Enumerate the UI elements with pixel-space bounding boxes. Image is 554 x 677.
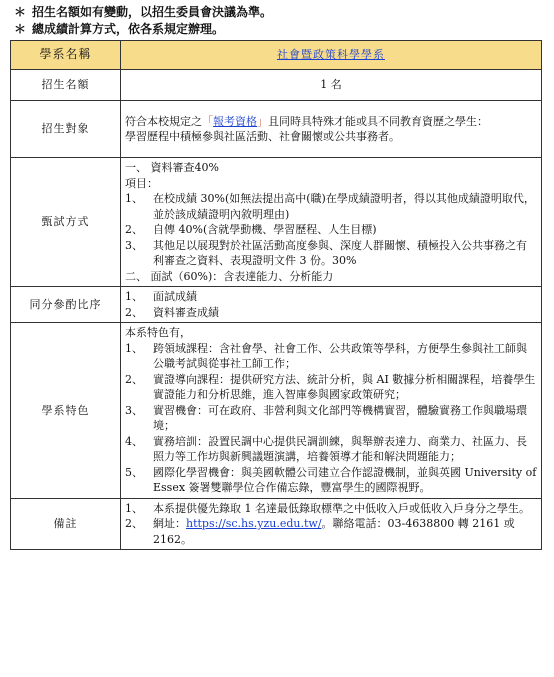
item-text: 其他足以展現對於社區活動高度參與、深度人群關懷、積極投入公共事務之有利審查之資料、表現證明文件 3 份。30%: [153, 238, 527, 267]
asterisk-icon: ＊: [14, 22, 27, 36]
target-pre: 符合本校規定之: [125, 114, 202, 128]
item-number: 1、: [125, 501, 143, 515]
target-post: 且同時具特殊才能或具不同教育資歷之學生：: [268, 114, 488, 128]
target-line2: 學習歷程中積極參與社區活動、社會關懷或公共事務者。: [125, 130, 400, 143]
list-item: [125, 516, 537, 547]
row-features: [11, 323, 542, 499]
item-number: 5、: [125, 465, 143, 479]
label-department: 學系名稱: [11, 41, 121, 70]
item-number: 2、: [125, 223, 143, 236]
list-item: [125, 434, 537, 465]
item-number: 4、: [125, 434, 143, 448]
item-number: 3、: [125, 403, 143, 417]
eligibility-link[interactable]: 報考資格: [213, 114, 257, 128]
item-number: 1、: [125, 290, 143, 303]
list-item: [125, 465, 537, 496]
asterisk-icon: ＊: [14, 5, 27, 19]
bracket-open: 「: [202, 114, 213, 128]
contact-phone: 。聯絡電話：03-4638800 轉 2161 或 2162。: [153, 517, 515, 546]
target-content: [121, 101, 542, 158]
admission-table: [10, 40, 542, 550]
list-item: [125, 341, 537, 372]
row-target: [11, 101, 542, 158]
item-number: 2、: [125, 305, 143, 319]
label-tiebreak: 同分參酌比序: [11, 287, 121, 323]
label-target: 招生對象: [11, 101, 121, 158]
row-exam: [11, 158, 542, 287]
note-quota-change: [14, 4, 544, 21]
item-text: 實務培訓：設置民調中心提供民調訓練，與舉辦表達力、商業力、社區力、長照力等工作坊與新興議題演講，培養領導才能和解決問題能力；: [153, 434, 527, 463]
item-text: [153, 516, 537, 547]
note-text: 總成績計算方式，依各系規定辦理。: [32, 22, 225, 36]
list-item: [125, 191, 537, 222]
item-text: 面試成績: [153, 290, 197, 303]
item-text: 自傳 40%(含就學動機、學習歷程、人生目標): [153, 223, 377, 236]
website-link[interactable]: https://sc.hs.yzu.edu.tw/: [186, 517, 322, 530]
exam-review-title: 一、 資料審查40%: [125, 161, 219, 174]
label-quota: 招生名額: [11, 70, 121, 101]
item-number: 2、: [125, 372, 143, 386]
exam-items-title: 項目：: [125, 176, 158, 190]
item-text: 跨領域課程：含社會學、社會工作、公共政策等學科，方便學生參與社工師與公職考試與從事社工師工作；: [153, 341, 527, 370]
quota-value: 1 名: [121, 70, 542, 101]
item-number: 1、: [125, 341, 143, 355]
note-score-calc: [14, 21, 544, 38]
features-intro: 本系特色有，: [125, 326, 191, 339]
row-remarks: [11, 498, 542, 550]
exam-content: [121, 158, 542, 287]
row-quota: [11, 70, 542, 101]
bracket-close: 」: [257, 114, 268, 128]
row-tiebreak: [11, 287, 542, 323]
features-content: [121, 323, 542, 499]
department-name: [121, 41, 542, 70]
website-label: 網址：: [153, 517, 186, 530]
item-number: 1、: [125, 192, 143, 205]
item-text: 實證導向課程：提供研究方法、統計分析，與 AI 數據分析相關課程，培養學生實證能力和分析思維，進入智庫參與國家政策研究；: [153, 372, 536, 401]
label-remarks: 備註: [11, 498, 121, 550]
exam-interview: 二、 面試（60%)：含表達能力、分析能力: [125, 269, 334, 283]
item-number: 3、: [125, 238, 143, 252]
remarks-content: [121, 498, 542, 550]
list-item: [125, 238, 537, 269]
tiebreak-content: [121, 287, 542, 323]
item-number: 2、: [125, 517, 143, 530]
list-item: [125, 222, 537, 238]
list-item: [125, 403, 537, 434]
list-item: [125, 289, 537, 305]
list-item: [125, 372, 537, 403]
item-text: 實習機會：可在政府、非營利與文化部門等機構實習，體驗實務工作與職場環境；: [153, 403, 527, 432]
department-link[interactable]: 社會暨政策科學學系: [277, 48, 385, 62]
list-item: [125, 501, 537, 517]
label-exam: 甄試方式: [11, 158, 121, 287]
note-text: 招生名額如有變動，以招生委員會決議為準。: [32, 5, 273, 19]
row-department: [11, 41, 542, 70]
item-text: 資料審查成績: [153, 305, 219, 319]
list-item: [125, 305, 537, 321]
item-text: 國際化學習機會：與美國軟體公司建立合作認證機制，並與英國 University of Essex 簽署雙聯學位合作備忘錄，豐富學生的國際視野。: [153, 465, 537, 494]
notes: [14, 4, 544, 38]
item-text: 本系提供優先錄取 1 名達最低錄取標準之中低收入戶或低收入戶身分之學生。: [153, 501, 530, 515]
item-text: 在校成績 30%(如無法提出高中(職)在學成績證明者，得以其他成績證明取代，並於該成績證明內敘明理由): [153, 192, 535, 221]
label-features: 學系特色: [11, 323, 121, 499]
